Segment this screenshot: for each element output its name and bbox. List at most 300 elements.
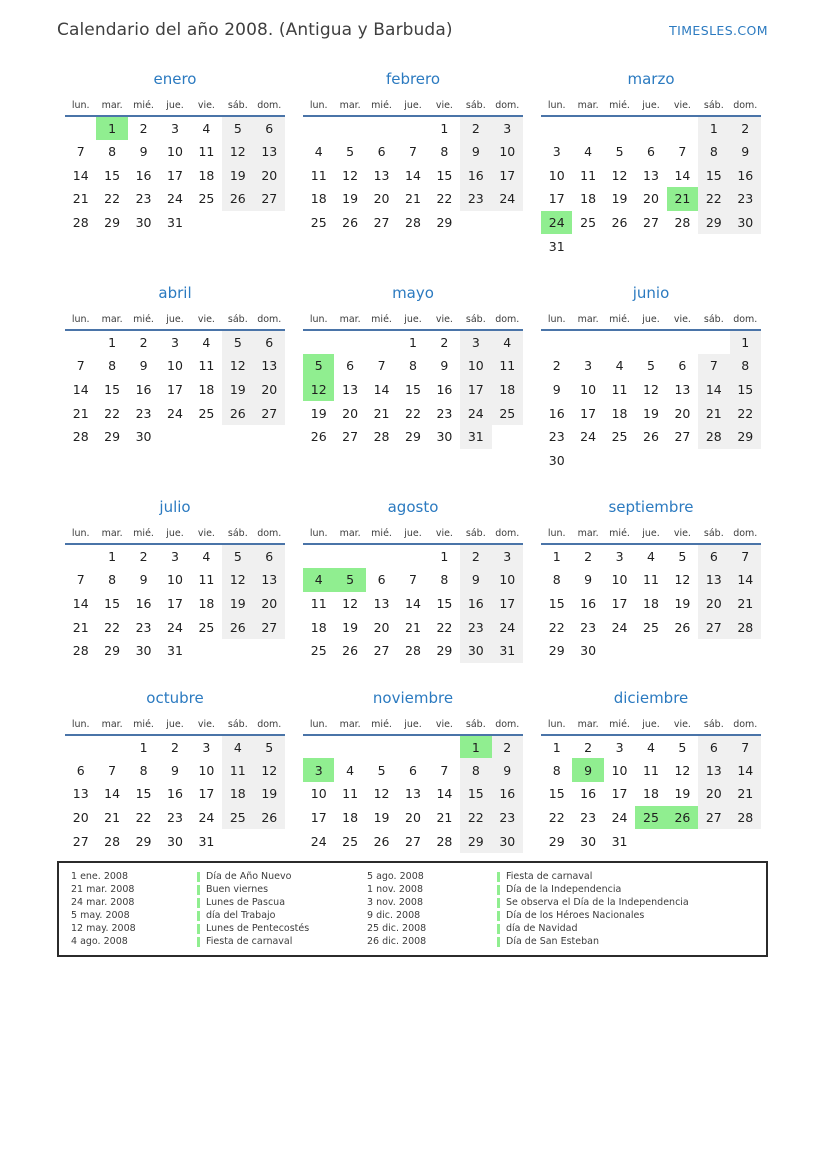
day-cell: 18: [310, 619, 327, 635]
empty-cell: [96, 735, 127, 759]
weekday-header: mié.: [604, 524, 635, 544]
month-days: [65, 330, 285, 448]
empty-cell: [222, 211, 253, 235]
day-cell: 4: [314, 144, 323, 160]
week-row: [303, 187, 523, 211]
day-cell: 7: [698, 354, 729, 378]
weekday-header-row: [303, 96, 523, 116]
day-cell: 11: [198, 144, 215, 160]
day-cell: 18: [198, 167, 215, 183]
day-cell: 13: [72, 786, 89, 802]
day-cell: 1: [730, 330, 761, 354]
day-cell: 25: [198, 191, 215, 207]
day-cell: 17: [198, 786, 215, 802]
day-cell: 5: [377, 762, 386, 778]
day-cell: 9: [492, 758, 523, 782]
day-cell: 30: [135, 215, 152, 231]
week-row: [541, 330, 761, 354]
weekday-header: dom.: [492, 96, 523, 116]
day-cell: 7: [440, 762, 449, 778]
day-cell: 29: [698, 211, 729, 235]
legend-holiday-name: Día de la Independencia: [506, 884, 622, 896]
day-cell: 10: [611, 572, 628, 588]
day-cell: 15: [436, 167, 453, 183]
day-cell: 8: [440, 144, 449, 160]
day-cell: 2: [460, 116, 491, 140]
legend-entry: [197, 870, 367, 883]
day-cell: 10: [492, 568, 523, 592]
day-cell: 12: [611, 167, 628, 183]
legend-holiday-name: día del Trabajo: [206, 910, 276, 922]
day-cell: 24: [167, 191, 183, 207]
week-row: [303, 401, 523, 425]
site-logo-link[interactable]: TIMESLES.COM: [669, 23, 768, 38]
week-row: [65, 187, 285, 211]
day-cell: 21: [72, 619, 89, 635]
day-cell: 14: [72, 167, 89, 183]
day-cell: 30: [492, 829, 523, 853]
day-cell: 26: [342, 215, 359, 231]
empty-cell: [429, 735, 460, 759]
week-row: [541, 829, 761, 853]
day-cell: 20: [405, 810, 421, 826]
day-cell: 17: [167, 167, 183, 183]
legend-date: 21 mar. 2008: [71, 884, 135, 896]
weekday-header: dom.: [254, 524, 285, 544]
day-cell: 19: [674, 595, 691, 611]
legend-entry: [497, 922, 758, 935]
weekday-header: jue.: [397, 715, 428, 735]
week-row: [541, 187, 761, 211]
month-noviembre: [303, 689, 523, 853]
day-cell: 31: [492, 639, 523, 663]
legend-holiday-name: Día de los Héroes Nacionales: [506, 910, 645, 922]
day-cell: 11: [310, 595, 327, 611]
day-cell: 8: [108, 144, 117, 160]
week-row: [65, 592, 285, 616]
empty-cell: [334, 330, 365, 354]
week-row: [65, 425, 285, 449]
legend-date: 5 may. 2008: [71, 910, 130, 922]
weekday-header: vie.: [667, 96, 698, 116]
legend-date: 5 ago. 2008: [367, 871, 424, 883]
day-cell: 21: [730, 592, 761, 616]
holiday-marker-icon: [497, 937, 500, 947]
legend-holiday-name: Fiesta de carnaval: [206, 936, 293, 948]
holiday-marker-icon: [497, 924, 500, 934]
month-table: [541, 310, 761, 472]
topbar: [0, 0, 827, 40]
legend-date: 25 dic. 2008: [367, 923, 427, 935]
day-cell: 3: [202, 739, 211, 755]
day-cell: 16: [135, 595, 152, 611]
day-cell: 8: [409, 358, 417, 374]
day-cell: 5: [647, 358, 655, 374]
month-title: enero: [153, 70, 197, 88]
week-row: [303, 330, 523, 354]
day-cell: 27: [373, 215, 390, 231]
day-cell: 17: [492, 592, 523, 616]
day-cell: 4: [202, 334, 211, 350]
empty-cell: [254, 211, 285, 235]
holiday-marker-icon: [197, 872, 200, 882]
weekday-header-row: [65, 310, 285, 330]
weekday-header: dom.: [492, 715, 523, 735]
day-cell: 12: [643, 381, 659, 397]
month-days: [541, 544, 761, 662]
weekday-header: mar.: [572, 310, 603, 330]
month-octubre: [65, 689, 285, 853]
week-row: [541, 449, 761, 473]
day-cell: 2: [492, 735, 523, 759]
day-cell: 7: [409, 144, 417, 160]
day-cell: 13: [373, 167, 390, 183]
day-cell: 6: [647, 144, 655, 160]
day-cell: 6: [254, 544, 285, 568]
day-cell: 19: [222, 163, 253, 187]
day-cell: 27: [254, 401, 285, 425]
day-cell: 11: [310, 167, 327, 183]
weekday-header: vie.: [191, 524, 222, 544]
day-cell: 9: [460, 140, 491, 164]
weekday-header: jue.: [159, 524, 190, 544]
holiday-marker-icon: [197, 898, 200, 908]
weekday-header: sáb.: [222, 524, 253, 544]
day-cell: 3: [492, 544, 523, 568]
weekday-header: sáb.: [460, 96, 491, 116]
empty-cell: [730, 829, 761, 853]
week-row: [303, 211, 523, 235]
day-cell: 2: [139, 334, 148, 350]
day-cell: 29: [436, 643, 453, 659]
empty-cell: [492, 425, 523, 449]
day-cell: 2: [440, 334, 449, 350]
day-cell: 11: [580, 167, 597, 183]
day-cell: 31: [460, 425, 491, 449]
empty-cell: [366, 330, 397, 354]
holiday-marker-icon: [197, 911, 200, 921]
day-cell: 6: [678, 358, 687, 374]
day-cell: 30: [580, 833, 597, 849]
day-cell: 9: [139, 572, 148, 588]
legend-holiday-name: día de Navidad: [506, 923, 578, 935]
empty-cell: [635, 829, 666, 853]
empty-cell: [303, 735, 334, 759]
weekday-header: jue.: [635, 310, 666, 330]
weekday-header: dom.: [254, 96, 285, 116]
legend-holiday-name: Se observa el Día de la Independencia: [506, 897, 689, 909]
day-cell: 6: [254, 330, 285, 354]
day-cell: 28: [730, 615, 761, 639]
day-cell: 29: [548, 643, 565, 659]
weekday-header: mié.: [604, 310, 635, 330]
empty-cell: [366, 735, 397, 759]
weekday-header: jue.: [159, 310, 190, 330]
day-cell: 15: [405, 381, 421, 397]
legend-entry: [497, 935, 758, 948]
month-days: [303, 116, 523, 234]
empty-cell: [604, 116, 635, 140]
legend-entry: [497, 896, 758, 909]
day-cell: 18: [643, 786, 659, 802]
legend-holiday-name: Fiesta de carnaval: [506, 871, 593, 883]
day-cell: 15: [436, 595, 453, 611]
weekday-header-row: [65, 96, 285, 116]
day-cell: 29: [405, 429, 421, 445]
weekday-header: sáb.: [222, 96, 253, 116]
weekday-header: mar.: [334, 715, 365, 735]
weekday-header: mar.: [96, 715, 127, 735]
day-cell: 21: [698, 401, 729, 425]
day-cell: 14: [405, 595, 421, 611]
day-cell: 1: [552, 739, 561, 755]
day-cell: 13: [698, 568, 729, 592]
day-cell: 10: [611, 762, 628, 778]
weekday-header: vie.: [191, 715, 222, 735]
day-cell: 8: [552, 572, 561, 588]
day-cell: 28: [72, 215, 89, 231]
weekday-header: dom.: [730, 524, 761, 544]
empty-cell: [303, 544, 334, 568]
day-cell: 27: [254, 615, 285, 639]
day-cell: 3: [171, 549, 179, 565]
day-cell: 27: [698, 615, 729, 639]
day-cell: 16: [167, 786, 183, 802]
weekday-header: mar.: [96, 524, 127, 544]
day-cell-holiday: 3: [303, 758, 334, 782]
empty-cell: [698, 330, 729, 354]
empty-cell: [254, 425, 285, 449]
day-cell: 6: [346, 358, 355, 374]
week-row: [541, 568, 761, 592]
day-cell: 23: [580, 619, 597, 635]
day-cell: 8: [108, 572, 117, 588]
weekday-header: mié.: [128, 524, 159, 544]
week-row: [541, 140, 761, 164]
weekday-header: vie.: [191, 96, 222, 116]
day-cell: 13: [373, 595, 390, 611]
weekday-header: mié.: [128, 310, 159, 330]
weekday-header: jue.: [159, 96, 190, 116]
day-cell: 16: [580, 786, 597, 802]
day-cell: 9: [584, 572, 593, 588]
day-cell: 14: [698, 378, 729, 402]
day-cell: 26: [643, 429, 659, 445]
weekday-header: lun.: [65, 715, 96, 735]
day-cell: 25: [643, 619, 659, 635]
day-cell: 20: [698, 592, 729, 616]
week-row: [65, 116, 285, 140]
week-row: [65, 806, 285, 830]
week-row: [65, 544, 285, 568]
week-row: [65, 354, 285, 378]
weekday-header: sáb.: [698, 715, 729, 735]
day-cell: 21: [72, 191, 89, 207]
legend-entry: [197, 935, 367, 948]
legend-holiday-name: Día de San Esteban: [506, 936, 599, 948]
day-cell: 20: [254, 378, 285, 402]
day-cell: 12: [254, 758, 285, 782]
empty-cell: [635, 330, 666, 354]
holiday-marker-icon: [197, 885, 200, 895]
day-cell: 15: [548, 595, 565, 611]
weekday-header: dom.: [254, 310, 285, 330]
day-cell: 18: [198, 595, 215, 611]
weekday-header: jue.: [397, 310, 428, 330]
week-row: [303, 163, 523, 187]
weekday-header: lun.: [303, 96, 334, 116]
day-cell: 21: [373, 405, 390, 421]
week-row: [541, 592, 761, 616]
month-days: [303, 544, 523, 662]
month-title: diciembre: [613, 688, 689, 707]
day-cell: 15: [104, 381, 121, 397]
empty-cell: [667, 330, 698, 354]
week-row: [541, 615, 761, 639]
week-row: [303, 354, 523, 378]
day-cell: 4: [615, 358, 624, 374]
day-cell: 28: [373, 429, 390, 445]
week-row: [541, 163, 761, 187]
weekday-header-row: [303, 524, 523, 544]
empty-cell: [366, 116, 397, 140]
day-cell: 26: [310, 429, 327, 445]
day-cell: 10: [198, 762, 215, 778]
day-cell: 23: [167, 810, 183, 826]
day-cell: 10: [167, 358, 183, 374]
day-cell: 13: [254, 140, 285, 164]
week-row: [65, 639, 285, 663]
day-cell: 11: [643, 762, 659, 778]
day-cell: 12: [342, 595, 359, 611]
empty-cell: [667, 116, 698, 140]
legend-date: 4 ago. 2008: [71, 936, 128, 948]
weekday-header: mar.: [572, 96, 603, 116]
weekday-header-row: [65, 524, 285, 544]
day-cell: 4: [647, 739, 655, 755]
week-row: [303, 758, 523, 782]
weekday-header: vie.: [429, 524, 460, 544]
empty-cell: [667, 829, 698, 853]
empty-cell: [698, 234, 729, 258]
day-cell: 31: [611, 833, 628, 849]
weekday-header: lun.: [303, 310, 334, 330]
empty-cell: [604, 449, 635, 473]
day-cell: 11: [198, 572, 215, 588]
day-cell: 13: [254, 354, 285, 378]
day-cell: 28: [698, 425, 729, 449]
legend-date: 1 nov. 2008: [367, 884, 423, 896]
day-cell: 25: [310, 643, 327, 659]
weekday-header: jue.: [635, 524, 666, 544]
day-cell: 22: [104, 191, 121, 207]
day-cell: 16: [548, 405, 565, 421]
day-cell: 14: [373, 381, 390, 397]
day-cell: 16: [460, 592, 491, 616]
weekday-header: mié.: [366, 96, 397, 116]
day-cell: 6: [377, 144, 386, 160]
month-days: [65, 544, 285, 662]
day-cell: 17: [548, 191, 565, 207]
day-cell: 15: [104, 595, 121, 611]
month-mayo: [303, 284, 523, 448]
day-cell: 21: [104, 810, 121, 826]
day-cell: 19: [342, 191, 359, 207]
day-cell: 29: [460, 829, 491, 853]
weekday-header: vie.: [667, 524, 698, 544]
day-cell: 3: [552, 144, 561, 160]
month-table: [541, 524, 761, 662]
week-row: [541, 735, 761, 759]
day-cell: 1: [552, 549, 561, 565]
day-cell: 6: [698, 735, 729, 759]
day-cell: 10: [167, 572, 183, 588]
day-cell: 26: [674, 619, 691, 635]
day-cell: 13: [698, 758, 729, 782]
day-cell: 24: [580, 429, 597, 445]
day-cell: 5: [222, 116, 253, 140]
day-cell: 14: [674, 167, 691, 183]
day-cell: 9: [730, 140, 761, 164]
empty-cell: [572, 234, 603, 258]
weekday-header: mar.: [334, 96, 365, 116]
day-cell: 24: [611, 810, 628, 826]
day-cell: 29: [104, 429, 121, 445]
day-cell: 20: [674, 405, 691, 421]
weekday-header: dom.: [730, 715, 761, 735]
day-cell: 6: [254, 116, 285, 140]
day-cell: 11: [643, 572, 659, 588]
month-days: [65, 735, 285, 853]
week-row: [541, 354, 761, 378]
day-cell: 27: [254, 187, 285, 211]
month-febrero: [303, 70, 523, 234]
day-cell: 5: [222, 544, 253, 568]
month-title: agosto: [387, 498, 439, 517]
day-cell: 25: [342, 833, 359, 849]
day-cell-holiday: 1: [460, 735, 491, 759]
day-cell: 27: [674, 429, 691, 445]
weekday-header: mié.: [366, 715, 397, 735]
day-cell: 7: [730, 544, 761, 568]
week-row: [303, 615, 523, 639]
day-cell: 2: [584, 739, 593, 755]
day-cell: 3: [492, 116, 523, 140]
day-cell: 18: [342, 810, 359, 826]
weekday-header: lun.: [541, 310, 572, 330]
weekday-header: vie.: [191, 310, 222, 330]
weekday-header: sáb.: [698, 96, 729, 116]
day-cell: 10: [548, 167, 565, 183]
day-cell: 9: [171, 762, 179, 778]
day-cell: 8: [552, 762, 561, 778]
month-table: [65, 310, 285, 448]
month-days: [303, 330, 523, 448]
day-cell: 27: [342, 429, 359, 445]
day-cell: 28: [405, 643, 421, 659]
day-cell: 26: [222, 401, 253, 425]
month-agosto: [303, 498, 523, 662]
day-cell: 21: [405, 619, 421, 635]
weekday-header: sáb.: [460, 310, 491, 330]
month-julio: [65, 498, 285, 662]
empty-cell: [604, 234, 635, 258]
day-cell: 22: [135, 810, 152, 826]
empty-cell: [572, 330, 603, 354]
day-cell: 23: [460, 187, 491, 211]
day-cell: 29: [548, 833, 565, 849]
day-cell: 18: [310, 191, 327, 207]
